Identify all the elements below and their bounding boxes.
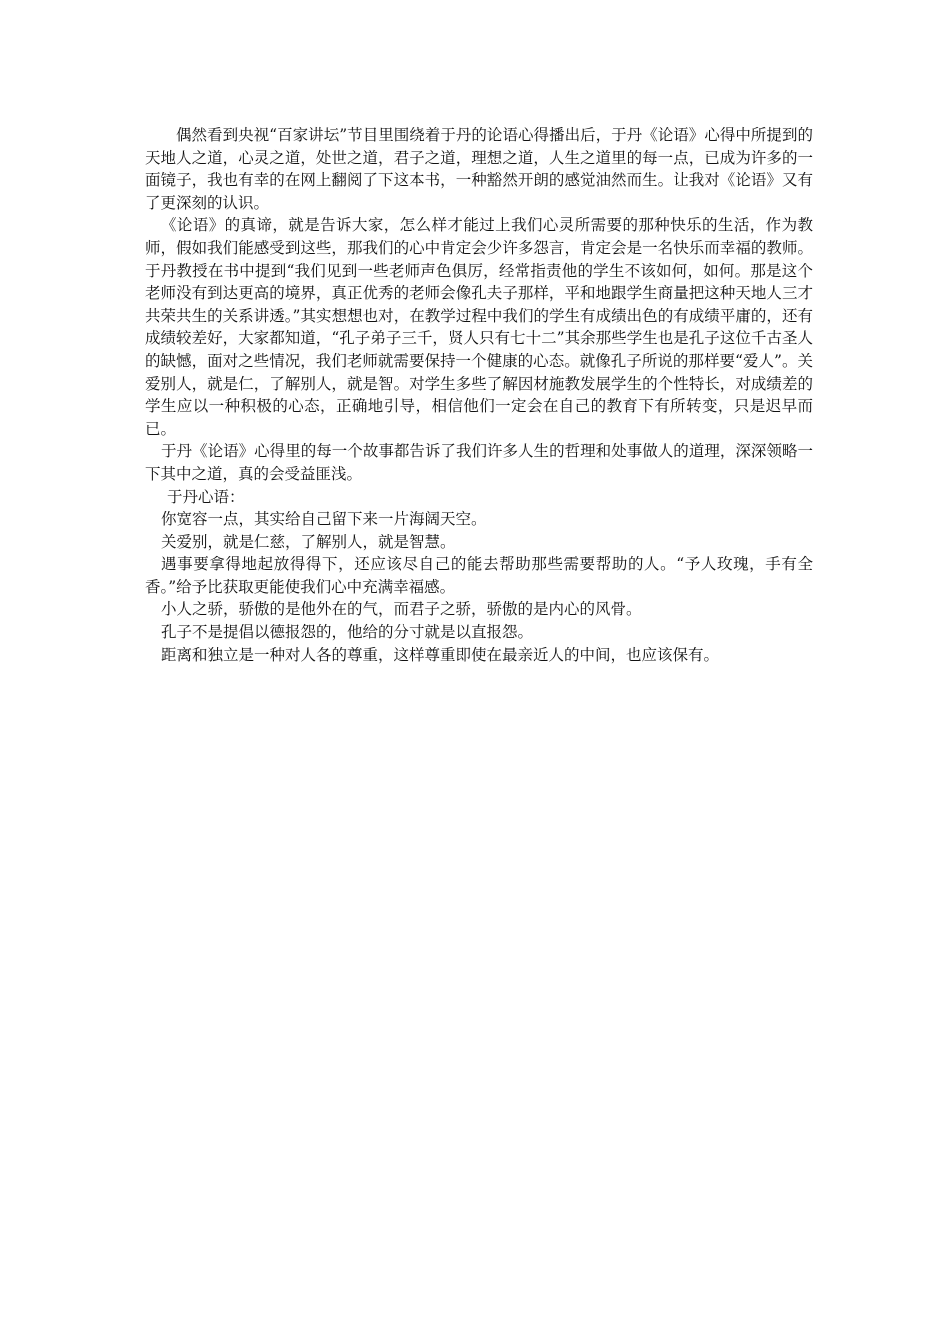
quote-item: 遇事要拿得地起放得得下，还应该尽自己的能去帮助那些需要帮助的人。“予人玫瑰，手有全香。”给予比获取更能使我们心中充满幸福感。 <box>145 555 813 596</box>
quote-item: 小人之骄，骄傲的是他外在的气，而君子之骄，骄傲的是内心的风骨。 <box>161 600 642 619</box>
paragraph-main: 《论语》的真谛，就是告诉大家，怎么样才能过上我们心灵所需要的那种快乐的生活，作为教师，假如我们能感受到这些，那我们的心中肯定会少许多怨言，肯定会是一名快乐而幸福的教师。于丹教授在书中提到“我们见到一些老师声色俱厉，经常指责他的学生不该如何，如何。那是这个老师没有到达更高的境界，真正优秀的老师会像孔夫子那样，平和地跟学生商量把这种天地人三才共荣共生的关系讲透。”其实想想也对，在教学过程中我们的学生有成绩出色的有成绩平庸的，还有成绩较差好，大家都知道，“孔子弟子三千，贤人只有七十二”其余那些学生也是孔子这位千古圣人的缺憾，面对之些情况，我们老师就需要保持一个健康的心态。就像孔子所说的那样要“爱人”。关爱别人，就是仁，了解别人，就是智。对学生多些了解因材施教发展学生的个性特长，对成绩差的学生应以一种积极的心态，正确地引导，相信他们一定会在自己的教育下有所转变，只是迟早而已。 <box>145 216 813 438</box>
paragraph-intro: 偶然看到央视“百家讲坛”节目里围绕着于丹的论语心得播出后，于丹《论语》心得中所提到的天地人之道，心灵之道，处世之道，君子之道，理想之道，人生之道里的每一点，已成为许多的一面镜子，我也有幸的在网上翻阅了下这本书，一种豁然开朗的感觉油然而生。让我对《论语》又有了更深刻的认识。 <box>145 126 813 212</box>
quote-item: 你宽容一点，其实给自己留下来一片海阔天空。 <box>161 510 487 529</box>
quote-item: 距离和独立是一种对人各的尊重，这样尊重即使在最亲近人的中间，也应该保有。 <box>161 645 720 664</box>
quote-item: 孔子不是提倡以德报怨的，他给的分寸就是以直报怨。 <box>161 623 534 642</box>
article-body <box>145 124 813 666</box>
paragraph-summary: 于丹《论语》心得里的每一个故事都告诉了我们许多人生的哲理和处事做人的道理，深深领略一下其中之道，真的会受益匪浅。 <box>145 442 813 483</box>
quotes-heading: 于丹心语： <box>167 487 245 506</box>
quote-item: 关爱别，就是仁慈，了解别人，就是智慧。 <box>161 532 456 551</box>
